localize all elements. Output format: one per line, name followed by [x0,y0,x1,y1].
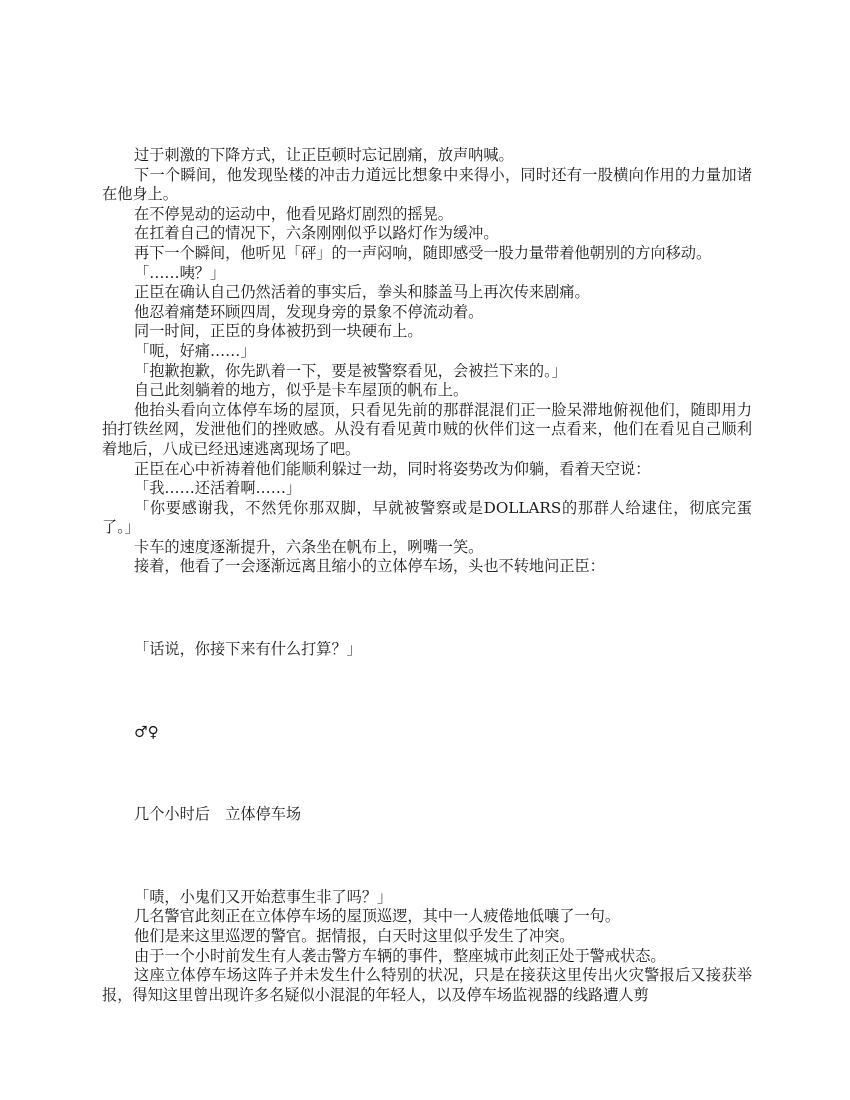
paragraph: 几名警官此刻正在立体停车场的屋顶巡逻，其中一人疲倦地低嚷了一句。 [134,907,620,926]
paragraph: 自己此刻躺着的地方，似乎是卡车屋顶的帆布上。 [134,381,469,400]
paragraph: 过于刺激的下降方式，让正臣顿时忘记剧痛，放声呐喊。 [134,146,514,164]
section-2 [102,888,752,1006]
dialogue-line: 「呃，好痛……」 [134,341,256,360]
paragraph: 卡车的速度逐渐提升，六条坐在帆布上，咧嘴一笑。 [134,537,484,556]
paragraph: 他忍着痛楚环顾四周，发现身旁的景象不停流动着。 [134,302,484,321]
paragraph: 正臣在心中祈祷着他们能顺利躲过一劫，同时将姿势改为仰躺，看着天空说： [134,459,651,478]
paragraph: 再下一个瞬间，他听见「砰」的一声闷响，随即感受一股力量带着他朝别的方向移动。 [134,243,712,262]
question-line: 「话说，你接下来有什么打算？」 [134,640,362,659]
paragraph: 正臣在确认自己仍然活着的事实后，拳头和膝盖马上再次传来剧痛。 [134,283,590,302]
paragraph: 同一时间，正臣的身体被扔到一块硬布上。 [134,322,423,341]
blank-space [102,577,752,640]
paragraph: 他抬头看向立体停车场的屋顶，只看见先前的那群混混们正一脸呆滞地俯视他们，随即用力拍打铁丝网，发泄他们的挫败感。从没有看见黄巾贼的伙伴们这一点看来，他们在看见自己顺利着地后，八成已经迅速逃离现场了吧。 [102,400,752,458]
dialogue-line: 「我……还活着啊……」 [134,479,302,498]
scene-separator-symbol: ♂♀ [134,722,159,741]
paragraph: 在不停晃动的运动中，他看见路灯剧烈的摇晃。 [134,204,453,223]
blank-space [102,742,752,805]
section-1 [102,146,752,577]
blank-space [102,825,752,888]
paragraph: 他们是来这里巡逻的警官。据情报，白天时这里似乎发生了冲突。 [134,927,575,946]
paragraph: 这座立体停车场这阵子并未发生什么特别的状况，只是在接获这里传出火灾警报后又接获举报，得知这里曾出现许多名疑似小混混的年轻人，以及停车场监视器的线路遭人剪 [102,966,752,1004]
dialogue-line: 「抱歉抱歉，你先趴着一下，要是被警察看见，会被拦下来的。」 [134,361,567,380]
dialogue-line: 「……咦？」 [134,263,226,282]
paragraph: 下一个瞬间，他发现坠楼的冲击力道远比想象中来得小，同时还有一股横向作用的力量加诸在他身上。 [102,165,752,204]
dialogue-line: 「啧，小鬼们又开始惹事生非了吗？」 [134,887,393,906]
paragraph: 由于一个小时前发生有人袭击警方车辆的事件，整座城市此刻正处于警戒状态。 [134,946,666,965]
paragraph: 在扛着自己的情况下，六条刚刚似乎以路灯作为缓冲。 [134,224,499,243]
paragraph: 接着，他看了一会逐渐远离且缩小的立体停车场，头也不转地问正臣： [134,557,605,576]
scene-heading: 几个小时后 立体停车场 [134,805,302,824]
dialogue-line: 「你要感谢我，不然凭你那双脚，早就被警察或是DOLLARS的那群人给逮住，彻底完蛋了。」 [102,498,752,537]
blank-space [102,660,752,723]
